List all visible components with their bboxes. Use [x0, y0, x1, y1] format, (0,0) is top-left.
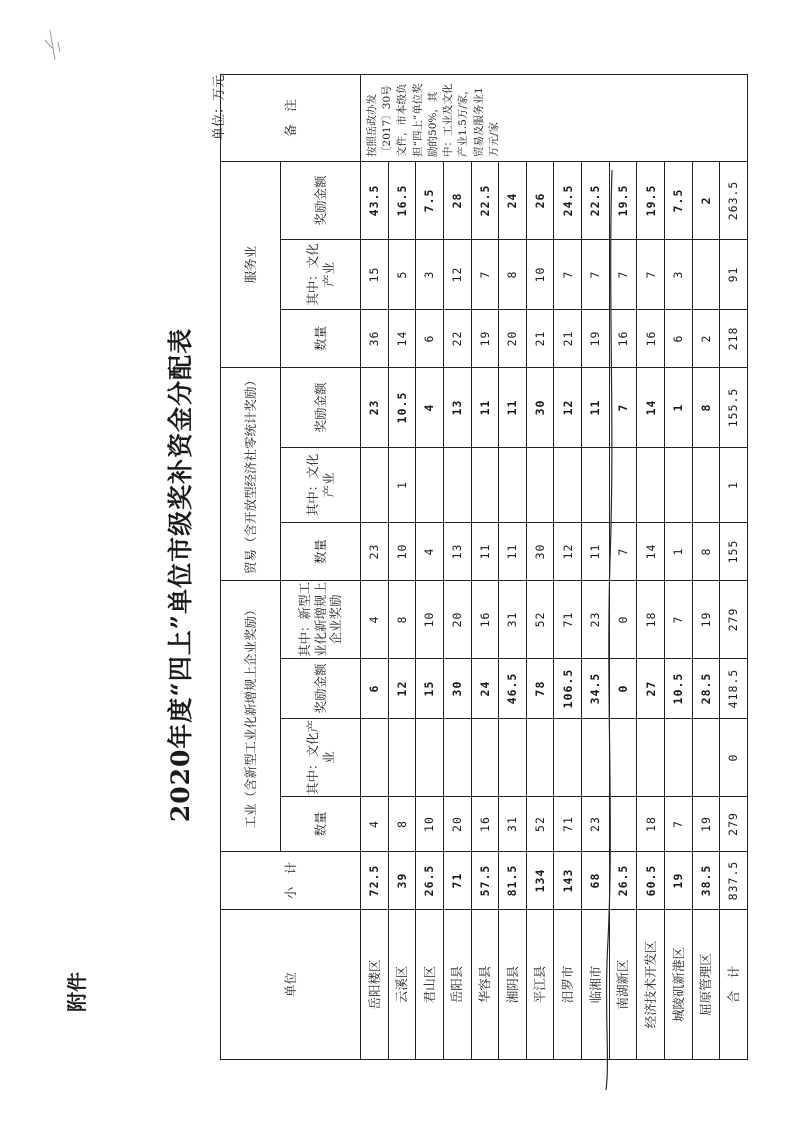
- cell-industry-culture: 0: [720, 719, 748, 797]
- cell-service-culture: [692, 239, 720, 309]
- cell-unit: 屈原管理区: [692, 910, 720, 1060]
- cell-trade-quantity: 8: [692, 522, 720, 580]
- cell-trade-quantity: 11: [582, 522, 610, 580]
- table-row: [416, 74, 444, 1059]
- cell-service-culture: 91: [720, 239, 748, 309]
- table-row: [388, 74, 416, 1059]
- cell-industry-quantity: 279: [720, 797, 748, 852]
- cell-subtotal: 68: [582, 852, 610, 910]
- cell-unit: 岳阳县: [443, 910, 471, 1060]
- cell-unit: 华容县: [471, 910, 499, 1060]
- cell-service-quantity: 14: [388, 309, 416, 367]
- cell-unit: 君山区: [416, 910, 444, 1060]
- cell-service-culture: 5: [388, 239, 416, 309]
- cell-trade-quantity: 14: [637, 522, 665, 580]
- cell-trade-culture: [361, 447, 389, 522]
- cell-trade-quantity: 7: [609, 522, 637, 580]
- cell-subtotal: 60.5: [637, 852, 665, 910]
- cell-trade-award: 11: [471, 367, 499, 447]
- cell-industry-quantity: 8: [388, 797, 416, 852]
- cell-industry-quantity: 71: [554, 797, 582, 852]
- cell-trade-award: 12: [554, 367, 582, 447]
- cell-unit: 城陵矶新港区: [665, 910, 693, 1060]
- cell-industry-award: 15: [416, 659, 444, 719]
- note-cell: 按照岳政办发〔2017〕30号文件，市本级负担“四上”单位奖励的50%，其中：工业及文化产业1.5万/家，贸易及服务业1万元/家: [361, 74, 748, 161]
- cell-subtotal: 837.5: [720, 852, 748, 910]
- table-row: [499, 74, 527, 1059]
- document-title: 2020年度“四上”单位市级奖补资金分配表: [166, 327, 195, 823]
- cell-trade-award: 14: [637, 367, 665, 447]
- cell-trade-quantity: 11: [471, 522, 499, 580]
- table-row: [609, 74, 637, 1059]
- cell-service-award: 7.5: [665, 161, 693, 239]
- cell-industry-culture: [361, 719, 389, 797]
- cell-service-quantity: 19: [471, 309, 499, 367]
- cell-service-award: 24: [499, 161, 527, 239]
- cell-industry-award: 27: [637, 659, 665, 719]
- cell-service-quantity: 6: [665, 309, 693, 367]
- cell-service-quantity: 20: [499, 309, 527, 367]
- header-subtotal: 小 计: [221, 852, 361, 910]
- cell-industry-quantity: 10: [416, 797, 444, 852]
- cell-industry-quantity: 18: [637, 797, 665, 852]
- cell-industry-quantity: 23: [582, 797, 610, 852]
- cell-service-quantity: 19: [582, 309, 610, 367]
- cell-service-culture: 7: [582, 239, 610, 309]
- header-unit: 单位: [221, 910, 361, 1060]
- cell-service-award: 24.5: [554, 161, 582, 239]
- cell-industry-new-enterprise: 4: [361, 580, 389, 658]
- cell-industry-award: 28.5: [692, 659, 720, 719]
- cell-subtotal: 26.5: [609, 852, 637, 910]
- cell-trade-quantity: 13: [443, 522, 471, 580]
- cell-trade-culture: 1: [720, 447, 748, 522]
- cell-unit: 湘阴县: [499, 910, 527, 1060]
- cell-unit: 临湘市: [582, 910, 610, 1060]
- cell-service-culture: 15: [361, 239, 389, 309]
- cell-trade-culture: [526, 447, 554, 522]
- header-service-culture: 其中：文化产业: [281, 239, 361, 309]
- cell-unit: 南湖新区: [609, 910, 637, 1060]
- header-trade-culture: 其中：文化产业: [281, 447, 361, 522]
- cell-industry-culture: [665, 719, 693, 797]
- table-body: [361, 74, 748, 1059]
- cell-industry-new-enterprise: 20: [443, 580, 471, 658]
- header-industry-quantity: 数量: [281, 797, 361, 852]
- cell-service-culture: 3: [665, 239, 693, 309]
- cell-trade-quantity: 12: [554, 522, 582, 580]
- cell-trade-award: 1: [665, 367, 693, 447]
- cell-service-quantity: 2: [692, 309, 720, 367]
- cell-industry-culture: [526, 719, 554, 797]
- header-industry-culture: 其中：文化产业: [281, 719, 361, 797]
- cell-trade-award: 155.5: [720, 367, 748, 447]
- cell-industry-quantity: 52: [526, 797, 554, 852]
- table-row: [637, 74, 665, 1059]
- cell-industry-award: 12: [388, 659, 416, 719]
- cell-industry-award: 78: [526, 659, 554, 719]
- cell-trade-culture: [416, 447, 444, 522]
- cell-service-award: 2: [692, 161, 720, 239]
- cell-industry-new-enterprise: 23: [582, 580, 610, 658]
- cell-industry-culture: [609, 719, 637, 797]
- cell-trade-award: 30: [526, 367, 554, 447]
- table-row: [443, 74, 471, 1059]
- cell-industry-quantity: 31: [499, 797, 527, 852]
- cell-trade-quantity: 155: [720, 522, 748, 580]
- cell-trade-culture: [692, 447, 720, 522]
- cell-industry-new-enterprise: 279: [720, 580, 748, 658]
- cell-industry-quantity: 4: [361, 797, 389, 852]
- cell-service-award: 19.5: [637, 161, 665, 239]
- allocation-table: [220, 74, 748, 1060]
- cell-subtotal: 38.5: [692, 852, 720, 910]
- cell-industry-new-enterprise: 19: [692, 580, 720, 658]
- cell-service-culture: 7: [609, 239, 637, 309]
- cell-industry-quantity: [609, 797, 637, 852]
- cell-service-culture: 3: [416, 239, 444, 309]
- cell-trade-culture: [609, 447, 637, 522]
- cell-service-award: 7.5: [416, 161, 444, 239]
- table-row: [526, 74, 554, 1059]
- cell-service-culture: 7: [471, 239, 499, 309]
- cell-service-award: 22.5: [471, 161, 499, 239]
- cell-industry-award: 106.5: [554, 659, 582, 719]
- cell-industry-culture: [692, 719, 720, 797]
- table-row: [554, 74, 582, 1059]
- header-trade-group: 贸易（含开放型经济社零统计奖励）: [221, 367, 281, 580]
- unit-label: 单位：万元: [212, 75, 227, 141]
- cell-trade-culture: [554, 447, 582, 522]
- cell-trade-award: 4: [416, 367, 444, 447]
- cell-service-quantity: 6: [416, 309, 444, 367]
- cell-service-culture: 8: [499, 239, 527, 309]
- cell-trade-culture: [499, 447, 527, 522]
- cell-unit: 平江县: [526, 910, 554, 1060]
- header-industry-new-enterprise: 其中：新型工业化新增规上企业奖励: [281, 580, 361, 658]
- cell-service-quantity: 16: [609, 309, 637, 367]
- header-trade-quantity: 数量: [281, 522, 361, 580]
- table-row: [582, 74, 610, 1059]
- cell-industry-award: 418.5: [720, 659, 748, 719]
- cell-service-award: 22.5: [582, 161, 610, 239]
- cell-subtotal: 39: [388, 852, 416, 910]
- cell-trade-award: 11: [582, 367, 610, 447]
- cell-unit: 岳阳楼区: [361, 910, 389, 1060]
- cell-trade-culture: [582, 447, 610, 522]
- cell-service-award: 263.5: [720, 161, 748, 239]
- cell-industry-award: 24: [471, 659, 499, 719]
- cell-trade-award: 7: [609, 367, 637, 447]
- cell-trade-award: 8: [692, 367, 720, 447]
- cell-industry-culture: [443, 719, 471, 797]
- table-row: [471, 74, 499, 1059]
- header-note: 备 注: [221, 74, 361, 161]
- cell-industry-award: 10.5: [665, 659, 693, 719]
- cell-service-award: 16.5: [388, 161, 416, 239]
- cell-industry-new-enterprise: 52: [526, 580, 554, 658]
- cell-trade-quantity: 30: [526, 522, 554, 580]
- cell-industry-new-enterprise: 7: [665, 580, 693, 658]
- cell-service-award: 26: [526, 161, 554, 239]
- cell-trade-award: 10.5: [388, 367, 416, 447]
- cell-trade-culture: [665, 447, 693, 522]
- cell-industry-new-enterprise: 18: [637, 580, 665, 658]
- total-row: [720, 74, 748, 1059]
- cell-unit: 云溪区: [388, 910, 416, 1060]
- cell-industry-culture: [582, 719, 610, 797]
- cell-industry-award: 6: [361, 659, 389, 719]
- cell-industry-new-enterprise: 71: [554, 580, 582, 658]
- cell-service-quantity: 22: [443, 309, 471, 367]
- cell-trade-culture: [471, 447, 499, 522]
- cell-industry-culture: [471, 719, 499, 797]
- cell-unit: 合 计: [720, 910, 748, 1060]
- table-row: [692, 74, 720, 1059]
- cell-service-quantity: 21: [526, 309, 554, 367]
- cell-industry-new-enterprise: 8: [388, 580, 416, 658]
- header-service-group: 服务业: [221, 161, 281, 367]
- cell-industry-new-enterprise: 31: [499, 580, 527, 658]
- cell-unit: 经济技术开发区: [637, 910, 665, 1060]
- header-service-quantity: 数量: [281, 309, 361, 367]
- cell-trade-award: 11: [499, 367, 527, 447]
- cell-industry-award: 46.5: [499, 659, 527, 719]
- cell-trade-quantity: 11: [499, 522, 527, 580]
- cell-industry-new-enterprise: 0: [609, 580, 637, 658]
- cell-service-culture: 7: [637, 239, 665, 309]
- cell-industry-culture: [499, 719, 527, 797]
- cell-industry-quantity: 7: [665, 797, 693, 852]
- attachment-label: 附件: [65, 972, 89, 1012]
- cell-service-award: 28: [443, 161, 471, 239]
- cell-service-quantity: 218: [720, 309, 748, 367]
- cell-trade-quantity: 4: [416, 522, 444, 580]
- cell-service-culture: 10: [526, 239, 554, 309]
- cell-industry-new-enterprise: 16: [471, 580, 499, 658]
- cell-industry-quantity: 19: [692, 797, 720, 852]
- cell-subtotal: 72.5: [361, 852, 389, 910]
- cell-trade-award: 23: [361, 367, 389, 447]
- cell-industry-culture: [388, 719, 416, 797]
- header-industry-award: 奖励金额: [281, 659, 361, 719]
- cell-trade-quantity: 1: [665, 522, 693, 580]
- cell-trade-culture: [443, 447, 471, 522]
- cell-subtotal: 19: [665, 852, 693, 910]
- cell-service-culture: 7: [554, 239, 582, 309]
- cell-industry-award: 34.5: [582, 659, 610, 719]
- cell-subtotal: 134: [526, 852, 554, 910]
- cell-subtotal: 57.5: [471, 852, 499, 910]
- cell-subtotal: 81.5: [499, 852, 527, 910]
- header-trade-award: 奖励金额: [281, 367, 361, 447]
- cell-service-award: 43.5: [361, 161, 389, 239]
- cell-service-culture: 12: [443, 239, 471, 309]
- cell-industry-quantity: 20: [443, 797, 471, 852]
- cell-trade-culture: 1: [388, 447, 416, 522]
- table-row: [665, 74, 693, 1059]
- cell-industry-quantity: 16: [471, 797, 499, 852]
- cell-industry-new-enterprise: 10: [416, 580, 444, 658]
- cell-service-quantity: 21: [554, 309, 582, 367]
- cell-industry-culture: [637, 719, 665, 797]
- cell-trade-culture: [637, 447, 665, 522]
- cell-subtotal: 71: [443, 852, 471, 910]
- cell-industry-award: 0: [609, 659, 637, 719]
- cell-industry-culture: [416, 719, 444, 797]
- cell-trade-quantity: 10: [388, 522, 416, 580]
- header-service-award: 奖励金额: [281, 161, 361, 239]
- cell-subtotal: 143: [554, 852, 582, 910]
- cell-service-award: 19.5: [609, 161, 637, 239]
- cell-unit: 汨罗市: [554, 910, 582, 1060]
- cell-subtotal: 26.5: [416, 852, 444, 910]
- rotated-table-page: [160, 75, 760, 1075]
- cell-service-quantity: 36: [361, 309, 389, 367]
- cell-trade-award: 13: [443, 367, 471, 447]
- header-industry-group: 工业（含新型工业化新增规上企业奖励）: [221, 580, 281, 851]
- cell-service-quantity: 16: [637, 309, 665, 367]
- cell-industry-award: 30: [443, 659, 471, 719]
- cell-trade-quantity: 23: [361, 522, 389, 580]
- scan-speck-mark: [45, 30, 60, 60]
- table-row: [361, 74, 389, 1059]
- cell-industry-culture: [554, 719, 582, 797]
